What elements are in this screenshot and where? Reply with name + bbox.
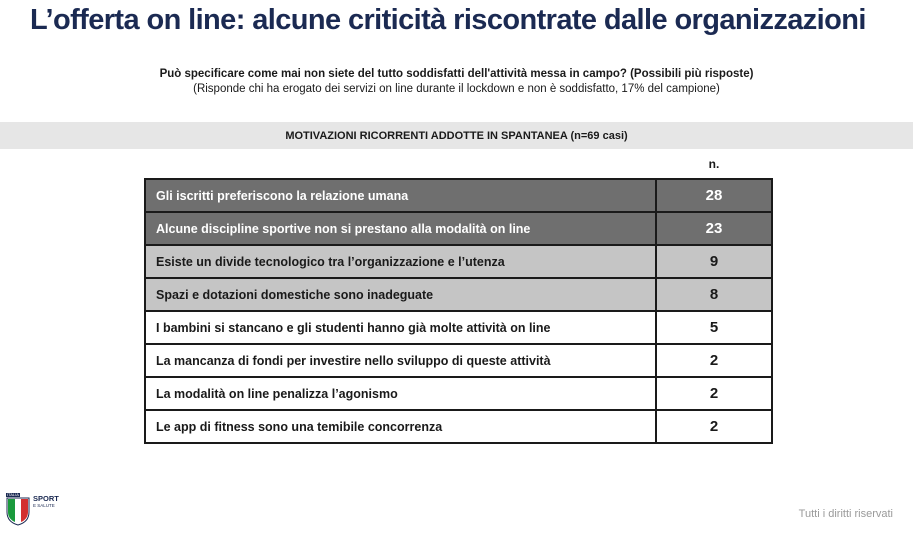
row-value: 2 bbox=[657, 345, 773, 378]
survey-question: Può specificare come mai non siete del tutto soddisfatti dell'attività messa in campo? (Possibili più risposte) bbox=[159, 68, 754, 80]
logo-brand-sub: E SALUTE bbox=[33, 503, 55, 508]
row-value: 9 bbox=[657, 246, 773, 279]
table-row bbox=[146, 180, 773, 213]
row-label: Le app di fitness sono una temibile concorrenza bbox=[146, 411, 657, 444]
table-row bbox=[146, 411, 773, 444]
table-row bbox=[146, 279, 773, 312]
row-label: I bambini si stancano e gli studenti hanno già molte attività on line bbox=[146, 312, 657, 345]
table-row bbox=[146, 378, 773, 411]
row-value: 2 bbox=[657, 411, 773, 444]
row-label: Spazi e dotazioni domestiche sono inadeguate bbox=[146, 279, 657, 312]
motivations-table bbox=[144, 178, 773, 444]
section-band bbox=[0, 122, 913, 149]
row-label: Alcune discipline sportive non si prestano alla modalità on line bbox=[146, 213, 657, 246]
row-label: Esiste un divide tecnologico tra l’organizzazione e l’utenza bbox=[146, 246, 657, 279]
row-label: Gli iscritti preferiscono la relazione umana bbox=[146, 180, 657, 213]
footer-rights: Tutti i diritti riservati bbox=[798, 508, 893, 520]
survey-subnote: (Risponde chi ha erogato dei servizi on line durante il lockdown e non è soddisfatto, 17% del campione) bbox=[193, 83, 720, 95]
table-row bbox=[146, 213, 773, 246]
row-value: 2 bbox=[657, 378, 773, 411]
row-value: 8 bbox=[657, 279, 773, 312]
row-value: 5 bbox=[657, 312, 773, 345]
column-header-n: n. bbox=[708, 157, 720, 171]
table-row bbox=[146, 345, 773, 378]
section-band-label: MOTIVAZIONI RICORRENTI ADDOTTE IN SPANTANEA (n=69 casi) bbox=[285, 129, 628, 142]
page-title: L’offerta on line: alcune criticità riscontrate dalle organizzazioni bbox=[30, 4, 866, 36]
row-value: 28 bbox=[657, 180, 773, 213]
table-row bbox=[146, 312, 773, 345]
row-label: La mancanza di fondi per investire nello sviluppo di queste attività bbox=[146, 345, 657, 378]
table-row bbox=[146, 246, 773, 279]
sport-e-salute-logo bbox=[6, 492, 66, 528]
logo-tag: ITALIA bbox=[7, 492, 19, 497]
row-value: 23 bbox=[657, 213, 773, 246]
logo-brand: SPORT bbox=[33, 494, 59, 503]
row-label: La modalità on line penalizza l’agonismo bbox=[146, 378, 657, 411]
